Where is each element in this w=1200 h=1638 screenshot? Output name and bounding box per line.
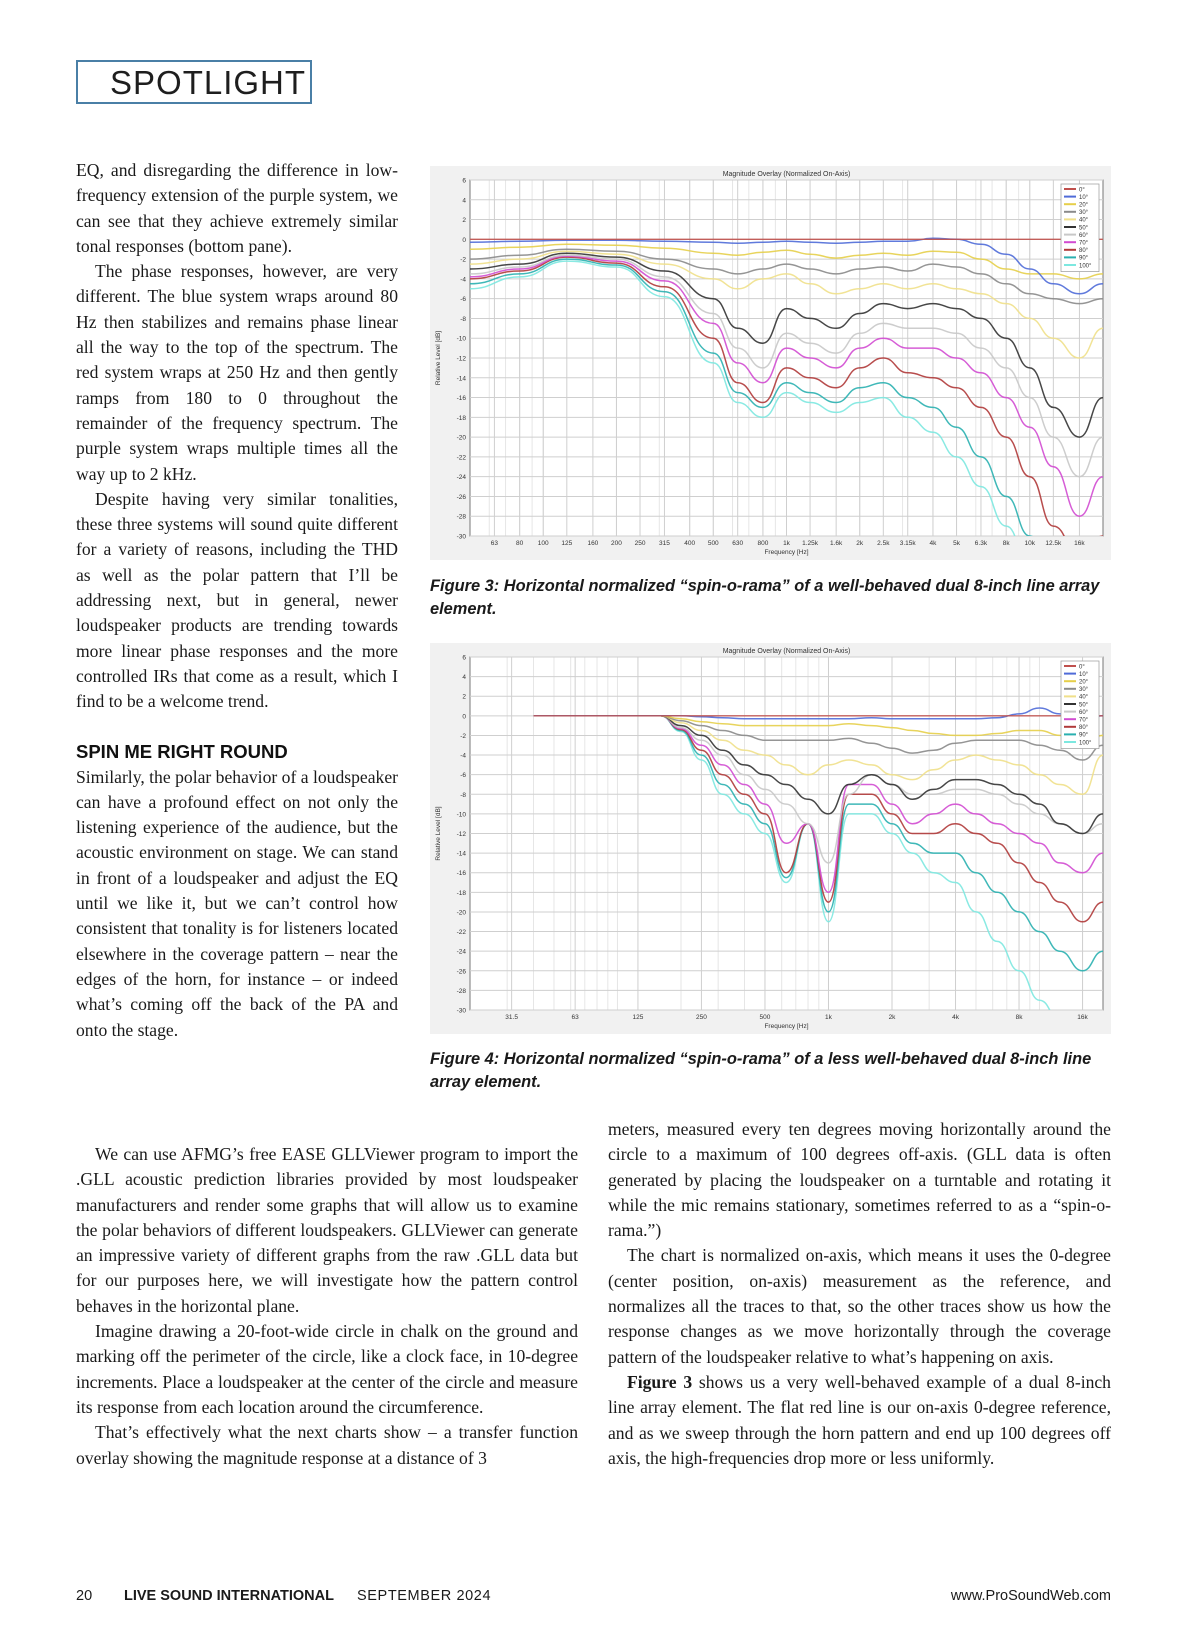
y-tick-label: 4 (462, 674, 466, 682)
x-tick-label: 500 (707, 540, 719, 547)
y-axis-label: Relative Level [dB] (435, 330, 442, 386)
y-tick-label: -2 (460, 256, 466, 264)
x-tick-label: 12.5k (1045, 540, 1062, 547)
legend-label: 0° (1079, 187, 1085, 194)
x-tick-label: 2.5k (877, 540, 890, 547)
y-tick-label: -16 (456, 870, 466, 878)
article-bottom-left-column (76, 1142, 578, 1471)
figure-4-svg (430, 643, 1111, 1034)
y-tick-label: -18 (456, 414, 466, 422)
x-tick-label: 200 (611, 540, 622, 547)
y-tick-label: -6 (460, 296, 466, 304)
paragraph: Despite having very similar tonalities, these three systems will sound quite different for a variety of reasons, including the THD as well as the polar pattern that I’ll be addressing next, but in general, newer loudspeaker products are trending towards more linear phase responses and the more controlled IRs that come as a result, which I find to be a welcome trend. (76, 488, 398, 712)
y-tick-label: -24 (456, 474, 466, 482)
x-tick-label: 8k (1002, 540, 1010, 547)
website-url: www.ProSoundWeb.com (950, 1588, 1111, 1604)
legend-label: 100° (1079, 263, 1092, 270)
x-tick-label: 100 (537, 540, 549, 547)
chart-title: Magnitude Overlay (Normalized On-Axis) (722, 648, 851, 655)
x-tick-label: 250 (634, 540, 646, 547)
y-tick-label: -20 (456, 909, 466, 917)
paragraph: That’s effectively what the next charts show – a transfer function overlay showing the magnitude response at a distance of 3 (76, 1422, 578, 1468)
y-tick-label: -28 (456, 987, 466, 995)
x-tick-label: 63 (571, 1014, 579, 1021)
y-tick-label: 2 (462, 693, 466, 701)
figure-3-chart (430, 166, 1111, 560)
legend-label: 70° (1079, 717, 1089, 724)
paragraph-text: shows us a very well-behaved example of a dual 8-inch line array element. The flat red line is our on-axis 0-degree reference, and as we sweep through the horn pattern and end up 100 degrees off axis, the high-frequencies drop more or less uniformly. (608, 1371, 1111, 1468)
legend-label: 50° (1079, 225, 1089, 232)
y-tick-label: -30 (456, 1007, 466, 1015)
paragraph: We can use AFMG’s free EASE GLLViewer program to import the .GLL acoustic prediction libraries provided by most loudspeaker manufacturers and render some graphs that will allow us to examine the polar behaviors of different loudspeakers. GLLViewer can generate an impressive variety of different graphs from the raw .GLL data but for our purposes here, we will investigate how the pattern control behaves in the horizontal plane. (76, 1144, 578, 1316)
paragraph: The chart is normalized on-axis, which means it uses the 0-degree (center position, on-axis) measurement as the reference, and normalizes all the traces to that, so the other traces show us how the response changes as we move horizontally through the coverage pattern of the loudspeaker relative to what’s happening on axis. (608, 1245, 1111, 1367)
legend-label: 60° (1079, 232, 1089, 239)
y-axis-label: Relative Level [dB] (435, 806, 442, 861)
legend-label: 50° (1079, 702, 1089, 709)
y-tick-label: -24 (456, 948, 466, 956)
paragraph: meters, measured every ten degrees moving horizontally around the circle to a maximum of 100 degrees off-axis. (GLL data is often generated by placing the loudspeaker on a turntable and rotating it while the mic remains stationary, sometimes referred to as a “spin-o-rama.”) (608, 1119, 1111, 1241)
x-axis-label: Frequency [Hz] (764, 1023, 809, 1030)
legend-label: 30° (1079, 687, 1089, 694)
paragraph (608, 1370, 1111, 1471)
x-tick-label: 31.5 (505, 1014, 518, 1021)
chart-title: Magnitude Overlay (Normalized On-Axis) (722, 171, 851, 178)
x-tick-label: 250 (696, 1014, 707, 1021)
y-tick-label: -20 (456, 434, 466, 442)
figure-4-chart (430, 643, 1111, 1034)
legend-label: 60° (1079, 709, 1089, 716)
y-tick-label: -22 (456, 929, 466, 937)
y-tick-label: -30 (456, 533, 466, 541)
x-tick-label: 1.25k (802, 540, 819, 547)
x-tick-label: 4k (929, 540, 937, 547)
legend-label: 10° (1079, 194, 1089, 201)
x-tick-label: 10k (1024, 540, 1036, 547)
section-label: SPOTLIGHT (76, 60, 312, 104)
x-tick-label: 6.3k (974, 540, 988, 547)
x-tick-label: 160 (587, 540, 599, 547)
y-tick-label: 0 (462, 713, 466, 721)
y-tick-label: -12 (456, 831, 466, 838)
figure-3-svg (430, 166, 1111, 560)
y-tick-label: -26 (456, 493, 466, 501)
paragraph: Imagine drawing a 20-foot-wide circle in chalk on the ground and marking off the perimeter of the circle, like a clock face, in 10-degree increments. Place a loudspeaker at the center of the circle and measure its response from each location around the circumference. (76, 1321, 578, 1417)
y-tick-label: -2 (460, 732, 466, 740)
legend-label: 20° (1079, 202, 1089, 209)
y-tick-label: -8 (460, 315, 466, 323)
x-tick-label: 2k (888, 1014, 896, 1021)
x-tick-label: 2k (856, 540, 864, 547)
figure-3-caption: Figure 3: Horizontal normalized “spin-o-rama” of a well-behaved dual 8-inch line array element. (430, 577, 1100, 618)
x-tick-label: 315 (659, 540, 670, 547)
legend-label: 80° (1079, 248, 1089, 255)
y-tick-label: -18 (456, 889, 466, 897)
paragraph: Similarly, the polar behavior of a loudspeaker can have a profound effect on not only the listening experience of the audience, but the acoustic environment on stage. We can stand in front of a loudspeaker and adjust the EQ until we like it, but we can’t control how consistent that tonality is for listeners located elsewhere in the coverage pattern – near the edges of the horn, for instance – or indeed what’s coming off the back of the PA and onto the stage. (76, 766, 398, 1040)
paragraph: EQ, and disregarding the difference in low-frequency extension of the purple system, we can see that they achieve extremely similar tonal responses (bottom pane). (76, 160, 398, 256)
legend-label: 30° (1079, 210, 1089, 217)
legend-label: 100° (1079, 740, 1092, 747)
x-tick-label: 125 (561, 540, 573, 547)
y-tick-label: -16 (456, 395, 466, 403)
magazine-name: LIVE SOUND INTERNATIONAL (124, 1588, 334, 1604)
article-bottom-right-column (608, 1117, 1111, 1471)
y-tick-label: 6 (462, 177, 466, 185)
y-tick-label: -12 (456, 355, 466, 363)
y-tick-label: -22 (456, 454, 466, 462)
paragraph: The phase responses, however, are very different. The blue system wraps around 80 Hz then stabilizes and remains phase linear all the way to the top of the spectrum. The red system wraps at 250 Hz and then gently ramps from 180 to 0 throughout the remainder of the frequency spectrum. The purple system wraps multiple times all the way up to 2 kHz. (76, 261, 398, 484)
x-tick-label: 16k (1074, 540, 1085, 547)
x-tick-label: 800 (757, 540, 769, 547)
x-tick-label: 500 (759, 1014, 771, 1021)
legend-label: 80° (1079, 725, 1089, 732)
x-tick-label: 3.15k (899, 540, 916, 547)
x-tick-label: 125 (632, 1014, 644, 1021)
figure-reference: Figure 3 (627, 1371, 693, 1392)
y-tick-label: -28 (456, 513, 466, 521)
article-left-column (76, 158, 398, 1043)
x-tick-label: 5k (953, 540, 960, 547)
y-tick-label: -14 (456, 375, 466, 383)
legend-label: 0° (1079, 664, 1085, 671)
legend-label: 70° (1079, 240, 1089, 247)
x-tick-label: 80 (516, 540, 524, 547)
x-tick-label: 63 (490, 540, 499, 547)
legend-label: 40° (1079, 217, 1089, 224)
page-number: 20 (76, 1588, 93, 1604)
x-tick-label: 1k (825, 1014, 832, 1021)
y-tick-label: -10 (456, 335, 466, 343)
section-heading: SPIN ME RIGHT ROUND (76, 740, 288, 762)
y-tick-label: 4 (462, 197, 466, 205)
issue-date: SEPTEMBER 2024 (357, 1588, 492, 1604)
legend-label: 90° (1079, 255, 1089, 262)
y-tick-label: -14 (456, 850, 466, 858)
legend-label: 10° (1079, 671, 1089, 678)
x-tick-label: 400 (684, 540, 696, 547)
page-footer (76, 1588, 1111, 1610)
y-tick-label: -10 (456, 811, 466, 819)
y-tick-label: -8 (460, 791, 466, 799)
y-tick-label: -6 (460, 772, 466, 780)
y-tick-label: 6 (462, 654, 466, 662)
figure-4-caption: Figure 4: Horizontal normalized “spin-o-rama” of a less well-behaved dual 8-inch line array element. (430, 1050, 1092, 1091)
x-tick-label: 4k (952, 1014, 959, 1021)
y-tick-label: 0 (462, 236, 466, 244)
x-tick-label: 8k (1015, 1014, 1023, 1021)
x-tick-label: 16k (1077, 1014, 1088, 1021)
y-tick-label: -4 (460, 752, 466, 760)
x-tick-label: 1k (783, 540, 790, 547)
y-tick-label: -26 (456, 968, 466, 976)
legend-label: 40° (1079, 694, 1089, 701)
x-tick-label: 630 (732, 540, 744, 547)
y-tick-label: 2 (462, 217, 466, 225)
legend-label: 90° (1079, 732, 1089, 739)
x-tick-label: 1.6k (830, 540, 843, 547)
legend-label: 20° (1079, 679, 1089, 686)
y-tick-label: -4 (460, 276, 466, 284)
x-axis-label: Frequency [Hz] (764, 549, 809, 556)
